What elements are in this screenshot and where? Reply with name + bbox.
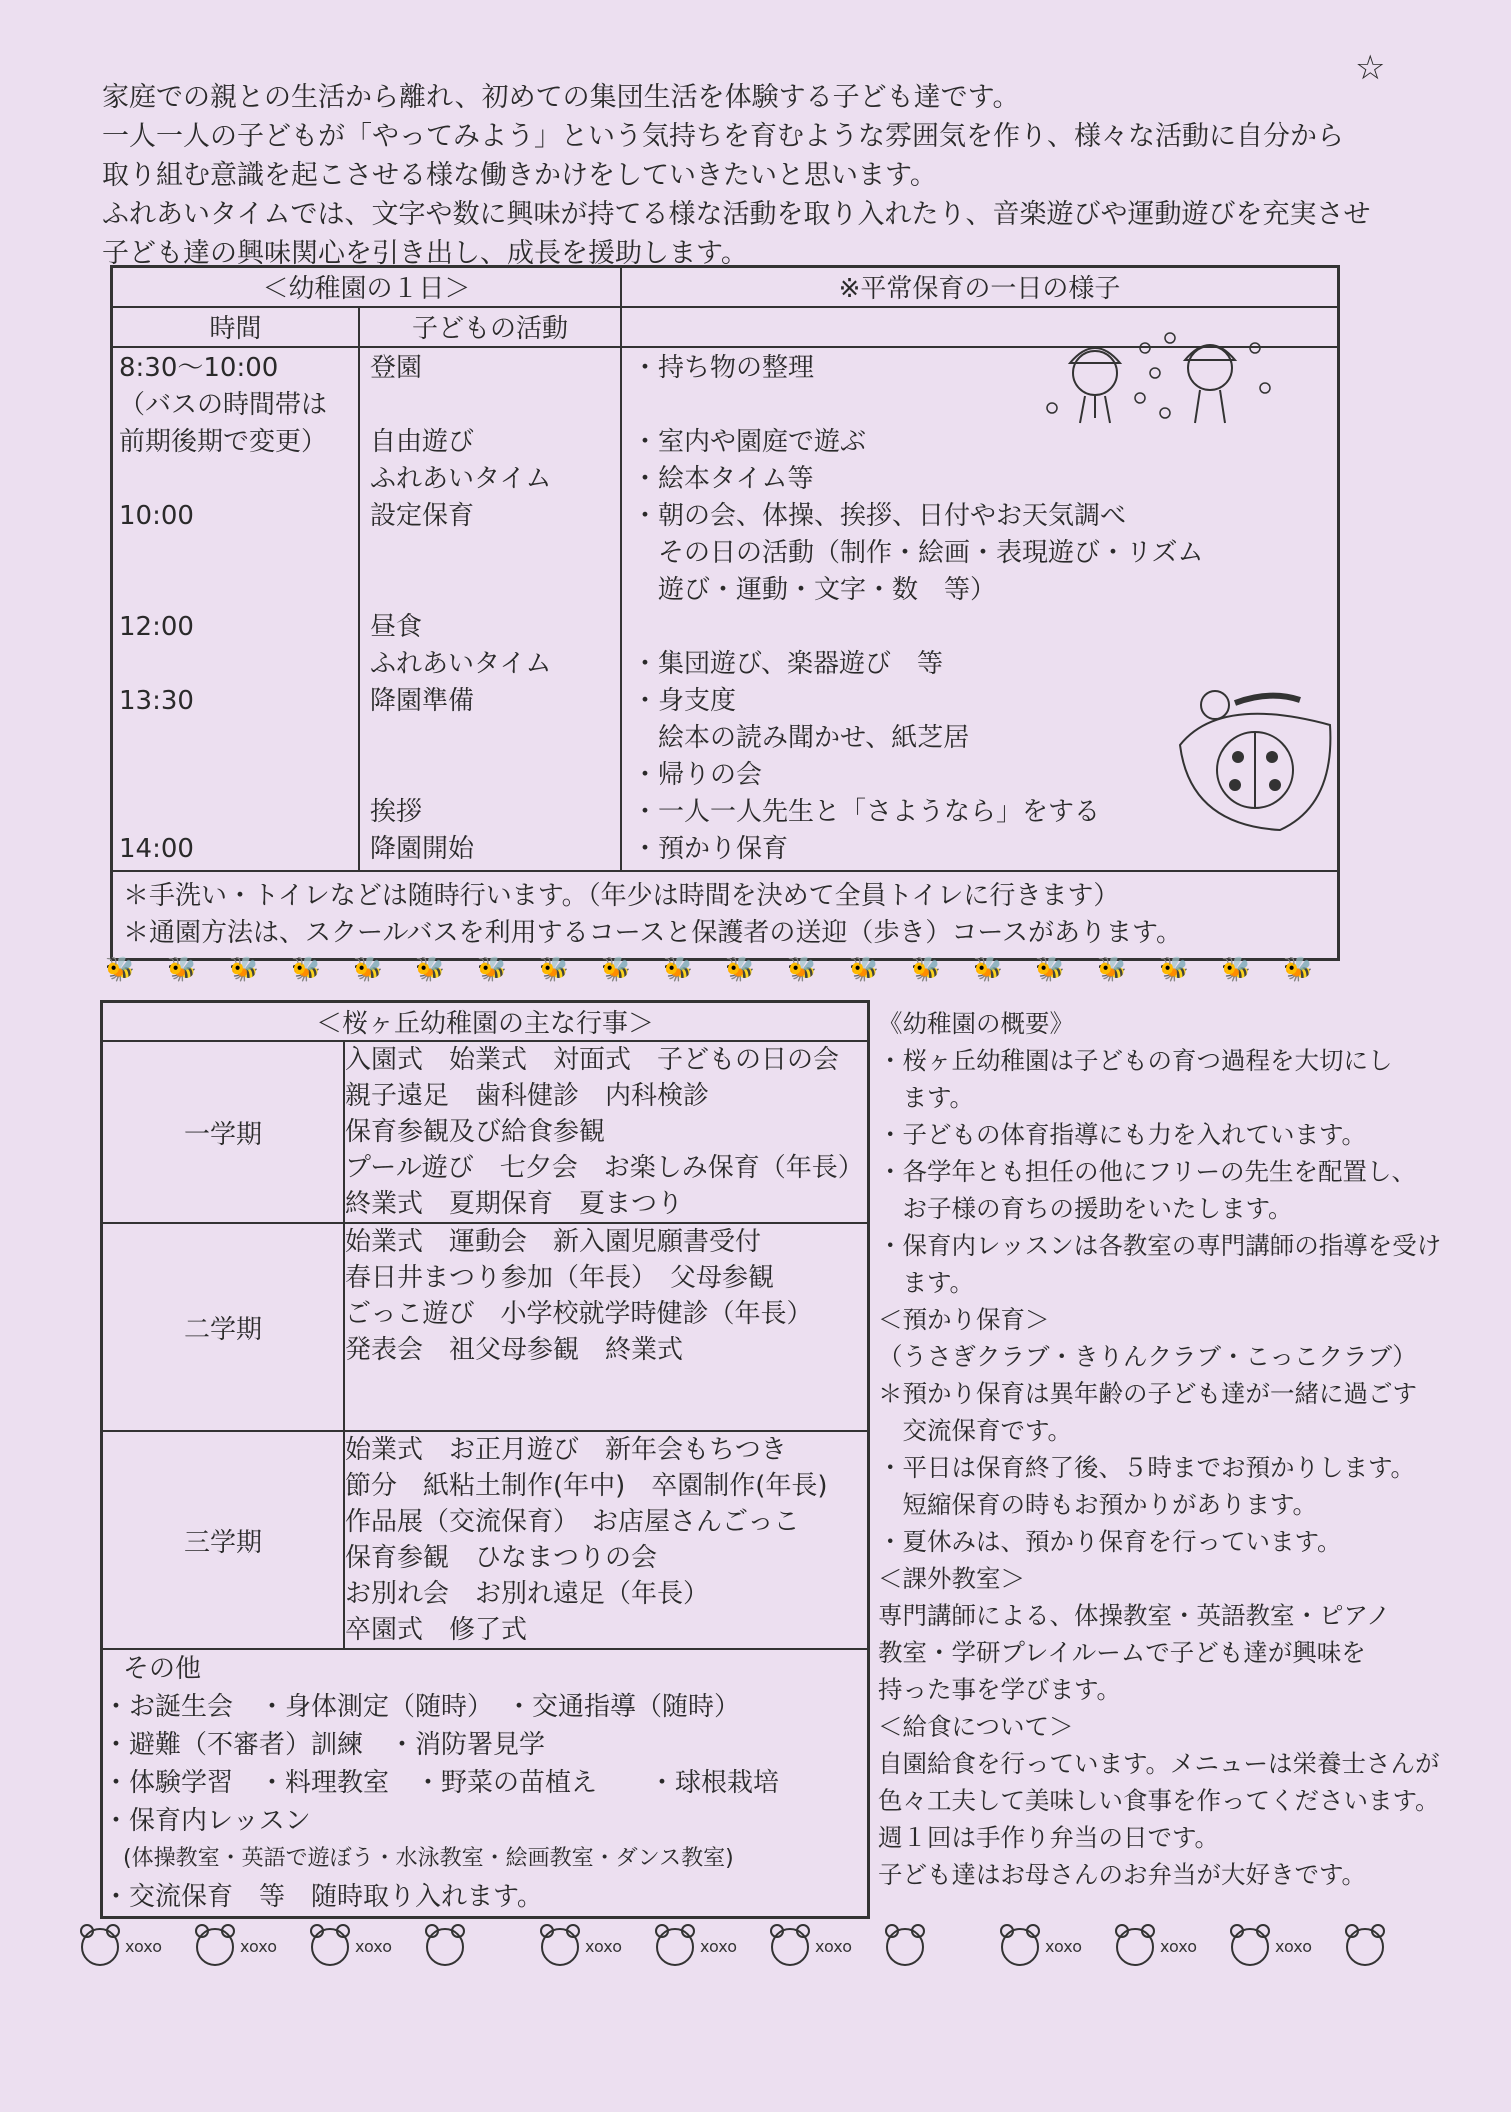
schedule-activity: 降園開始 <box>370 834 475 864</box>
overview-line: 専門講師による、体操教室・英語教室・ピアノ <box>878 1601 1391 1630</box>
bee-icon: 🐝 <box>353 955 383 983</box>
bee-icon: 🐝 <box>1097 955 1127 983</box>
overview-line: 交流保育です。 <box>878 1416 1073 1445</box>
bear-footer-border <box>75 1920 1415 1970</box>
schedule-activity <box>370 572 610 609</box>
schedule-detail: 遊び・運動・文字・数 等） <box>632 575 997 605</box>
bear-face-icon <box>1232 1929 1268 1965</box>
term-1-events: 入園式 始業式 対面式 子どもの日の会 親子遠足 歯科健診 内科検診 保育参観及び給食参観 プール遊び 七夕会 お楽しみ保育（年長） 終業式 夏期保育 夏まつり <box>344 1041 869 1223</box>
bear-face-icon <box>1117 1929 1153 1965</box>
bee-icon: 🐝 <box>849 955 879 983</box>
overview-line: （うさぎクラブ・きりんクラブ・こっこクラブ） <box>878 1342 1417 1371</box>
bear-face-icon <box>1002 1929 1038 1965</box>
term-2: 二学期 <box>102 1223 345 1431</box>
overview-line: お子様の育ちの援助をいたします。 <box>878 1194 1293 1223</box>
schedule-detail: ・身支度 <box>632 686 737 716</box>
schedule-time: 8:30～10:00 <box>119 353 279 383</box>
note-line: ＊手洗い・トイレなどは随時行います。（年少は時間を決めて全員トイレに行きます） <box>123 881 1120 911</box>
bee-icon: 🐝 <box>539 955 569 983</box>
bee-icon: 🐝 <box>1159 955 1189 983</box>
events-table <box>100 1000 870 1919</box>
term-3-events: 始業式 お正月遊び 新年会もちつき 節分 紙粘土制作(年中) 卒園制作(年長) 作品展（交流保育） お店屋さんごっこ 保育参観 ひなまつりの会 お別れ会 お別れ遠足（年長） 卒園式 修了式 <box>344 1431 869 1649</box>
xoxo-text: xoxo <box>1275 1937 1313 1956</box>
daily-notes <box>112 871 1339 960</box>
intro-line: 家庭での親との生活から離れ、初めての集団生活を体験する子ども達です。 <box>102 82 1020 113</box>
schedule-activity: 昼食 <box>370 612 423 642</box>
schedule-activity: 挨拶 <box>370 797 423 827</box>
overview-line: 子ども達はお母さんのお弁当が大好きです。 <box>878 1860 1367 1889</box>
header-activity: 子どもの活動 <box>359 307 621 347</box>
overview-line: 《幼稚園の概要》 <box>878 1009 1074 1038</box>
bee-icon: 🐝 <box>601 955 631 983</box>
schedule-time <box>119 646 352 683</box>
bee-icon: 🐝 <box>229 955 259 983</box>
xoxo-text: xoxo <box>125 1937 163 1956</box>
ladybug-illustration <box>1160 685 1340 835</box>
schedule-activity <box>370 720 610 757</box>
schedule-time: 14:00 <box>119 834 194 864</box>
intro-line: 子ども達の興味関心を引き出し、成長を援助します。 <box>102 238 748 269</box>
bee-icon: 🐝 <box>291 955 321 983</box>
bee-icon: 🐝 <box>663 955 693 983</box>
schedule-time: 前期後期で変更） <box>119 427 328 457</box>
star-icon: ☆ <box>1355 48 1386 88</box>
overview-line: 自園給食を行っています。メニューは栄養士さんが <box>878 1749 1440 1778</box>
note-line: ＊通園方法は、スクールバスを利用するコースと保護者の送迎（歩き）コースがあります。 <box>123 918 1182 948</box>
bee-icon: 🐝 <box>167 955 197 983</box>
intro-line: ふれあいタイムでは、文字や数に興味が持てる様な活動を取り入れたり、音楽遊びや運動遊びを充実させ <box>102 199 1371 230</box>
events-title: ＜桜ヶ丘幼稚園の主な行事＞ <box>102 1002 869 1042</box>
schedule-time <box>119 794 352 831</box>
overview-line: 教室・学研プレイルームで子ども達が興味を <box>878 1638 1366 1667</box>
schedule-activity: ふれあいタイム <box>370 649 552 679</box>
bee-icon: 🐝 <box>105 955 135 983</box>
schedule-detail <box>632 609 1327 646</box>
other-events: その他 ・お誕生会 ・身体測定（随時） ・交通指導（随時） ・避難（不審者）訓練 ・消防署見学 ・体験学習 ・料理教室 ・野菜の苗植え ・球根栽培 ・保育内レッスン (体操教室・英語で遊ぼう・水泳教室・絵画教室・ダンス教室) ・交流保育 等 随時取り入れます。 <box>102 1649 869 1918</box>
daily-subtitle: ※平常保育の一日の様子 <box>621 267 1339 308</box>
xoxo-text: xoxo <box>585 1937 623 1956</box>
intro-paragraph <box>102 78 1442 273</box>
schedule-detail: ・集団遊び、楽器遊び 等 <box>632 649 943 679</box>
term-1: 一学期 <box>102 1041 345 1223</box>
overview-line: ＜課外教室＞ <box>878 1564 1025 1593</box>
bee-icon: 🐝 <box>415 955 445 983</box>
xoxo-text: xoxo <box>240 1937 278 1956</box>
overview-line: ・子どもの体育指導にも力を入れています。 <box>878 1120 1367 1149</box>
schedule-time <box>119 461 352 498</box>
bee-icon: 🐝 <box>477 955 507 983</box>
bear-face-icon <box>657 1929 693 1965</box>
bee-icon: 🐝 <box>911 955 941 983</box>
schedule-detail: ・朝の会、体操、挨拶、日付やお天気調べ <box>632 501 1127 531</box>
schedule-detail: ・帰りの会 <box>632 760 763 790</box>
bear-face-icon <box>542 1929 578 1965</box>
overview-line: ・夏休みは、預かり保育を行っています。 <box>878 1527 1342 1556</box>
schedule-activity: ふれあいタイム <box>370 464 552 494</box>
children-illustration <box>1040 318 1280 433</box>
schedule-time: （バスの時間帯は <box>119 390 328 420</box>
overview-line: 短縮保育の時もお預かりがあります。 <box>878 1490 1318 1519</box>
term-2-events: 始業式 運動会 新入園児願書受付 春日井まつり参加（年長） 父母参観 ごっこ遊び 小学校就学時健診（年長） 発表会 祖父母参観 終業式 <box>344 1223 869 1431</box>
overview-line: 色々工夫して美味しい食事を作ってくださいます。 <box>878 1786 1440 1815</box>
schedule-detail: ・絵本タイム等 <box>632 464 814 494</box>
schedule-time <box>119 572 352 609</box>
overview-line: ・各学年とも担任の他にフリーの先生を配置し、 <box>878 1157 1417 1186</box>
xoxo-text: xoxo <box>1045 1937 1083 1956</box>
xoxo-text: xoxo <box>815 1937 853 1956</box>
schedule-activity: 降園準備 <box>370 686 475 716</box>
schedule-activity <box>370 535 610 572</box>
schedule-activity: 登園 <box>370 353 423 383</box>
bee-icon: 🐝 <box>1283 955 1313 983</box>
schedule-activity: 設定保育 <box>370 501 475 531</box>
xoxo-text: xoxo <box>355 1937 393 1956</box>
bee-border <box>105 955 1405 991</box>
schedule-detail: ・一人一人先生と「さようなら」をする <box>632 797 1101 827</box>
xoxo-text: xoxo <box>700 1937 738 1956</box>
overview-line: 週１回は手作り弁当の日です。 <box>878 1823 1220 1852</box>
schedule-detail: ・室内や園庭で遊ぶ <box>632 427 867 457</box>
schedule-detail: ・預かり保育 <box>632 834 789 864</box>
schedule-detail: 絵本の読み聞かせ、紙芝居 <box>632 723 970 753</box>
schedule-time: 10:00 <box>119 501 194 531</box>
bee-icon: 🐝 <box>973 955 1003 983</box>
schedule-detail: ・持ち物の整理 <box>632 353 815 383</box>
overview-line: ます。 <box>878 1083 975 1112</box>
term-3: 三学期 <box>102 1431 345 1649</box>
bear-face-icon <box>82 1929 118 1965</box>
header-time: 時間 <box>112 307 360 347</box>
schedule-detail: その日の活動（制作・絵画・表現遊び・リズム <box>632 538 1204 568</box>
bear-face-icon <box>887 1929 923 1965</box>
schedule-time <box>119 720 352 757</box>
daily-title: ＜幼稚園の１日＞ <box>112 267 622 308</box>
kindergarten-overview <box>878 1005 1442 1893</box>
bee-icon: 🐝 <box>1221 955 1251 983</box>
overview-line: ＜給食について＞ <box>878 1712 1074 1741</box>
bee-icon: 🐝 <box>787 955 817 983</box>
schedule-time: 13:30 <box>119 686 194 716</box>
bee-icon: 🐝 <box>725 955 755 983</box>
bear-face-icon <box>772 1929 808 1965</box>
overview-line: ・平日は保育終了後、５時までお預かりします。 <box>878 1453 1416 1482</box>
bear-face-icon <box>427 1929 463 1965</box>
bear-face-icon <box>312 1929 348 1965</box>
schedule-time <box>119 757 352 794</box>
bee-icon: 🐝 <box>1035 955 1065 983</box>
schedule-activity: 自由遊び <box>370 427 475 457</box>
intro-line: 取り組む意識を起こさせる様な働きかけをしていきたいと思います。 <box>102 160 937 191</box>
intro-line: 一人一人の子どもが「やってみよう」という気持ちを育むような雰囲気を作り、様々な活動に自分から <box>102 121 1344 152</box>
schedule-activity <box>370 757 610 794</box>
overview-line: ＊預かり保育は異年齢の子ども達が一緒に過ごす <box>878 1379 1417 1408</box>
schedule-time <box>119 535 352 572</box>
overview-line: ＜預かり保育＞ <box>878 1305 1050 1334</box>
overview-line: ます。 <box>878 1268 975 1297</box>
overview-line: ・桜ヶ丘幼稚園は子どもの育つ過程を大切にし <box>878 1046 1393 1075</box>
xoxo-text: xoxo <box>1160 1937 1198 1956</box>
bear-face-icon <box>1347 1929 1383 1965</box>
overview-line: ・保育内レッスンは各教室の専門講師の指導を受け <box>878 1231 1442 1260</box>
schedule-time: 12:00 <box>119 612 194 642</box>
schedule-activity <box>370 387 610 424</box>
overview-line: 持った事を学びます。 <box>878 1675 1122 1704</box>
bear-face-icon <box>197 1929 233 1965</box>
